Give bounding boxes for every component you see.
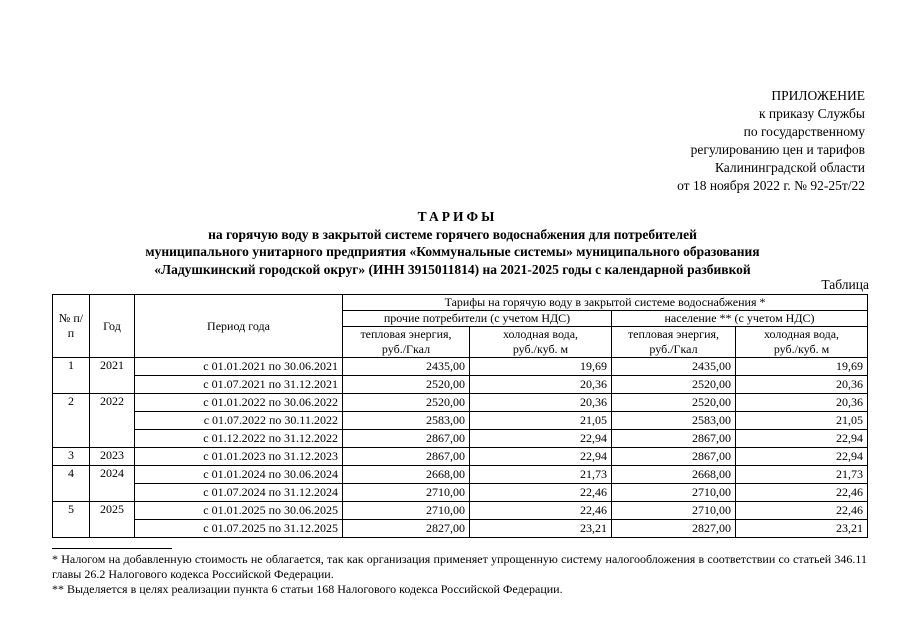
- cell-other-cold: 20,36: [470, 376, 612, 394]
- cell-other-cold: 23,21: [470, 520, 612, 538]
- cell-year: 2025: [90, 502, 135, 538]
- cell-num: 4: [53, 466, 90, 502]
- cell-other-heat: 2435,00: [343, 358, 470, 376]
- cell-year: 2024: [90, 466, 135, 502]
- table-row: [53, 484, 868, 502]
- cell-pop-cold: 20,36: [736, 394, 868, 412]
- footnote: * Налогом на добавленную стоимость не облагается, так как организация применяет упрощенную систему налогообложения в соответствии со статьей 346.11 главы 26.2 Налогового кодекса Российской Федерации.: [52, 552, 867, 581]
- cell-pop-heat: 2520,00: [612, 394, 736, 412]
- cell-pop-heat: 2867,00: [612, 448, 736, 466]
- cell-other-heat: 2867,00: [343, 448, 470, 466]
- cell-year: 2023: [90, 448, 135, 466]
- table-row: [53, 466, 868, 484]
- cell-num: 3: [53, 448, 90, 466]
- cell-other-cold: 22,94: [470, 448, 612, 466]
- cell-period: с 01.07.2022 по 30.11.2022: [135, 412, 343, 430]
- cell-period: с 01.07.2025 по 31.12.2025: [135, 520, 343, 538]
- table-row: [53, 358, 868, 376]
- header-group-other: прочие потребители (с учетом НДС): [343, 311, 612, 327]
- cell-pop-cold: 22,46: [736, 484, 868, 502]
- appendix-line: от 18 ноября 2022 г. № 92-25т/22: [677, 178, 865, 193]
- cell-pop-cold: 19,69: [736, 358, 868, 376]
- header-num: № п/п: [53, 295, 90, 358]
- cell-other-heat: 2710,00: [343, 502, 470, 520]
- cell-other-heat: 2710,00: [343, 484, 470, 502]
- cell-period: с 01.01.2022 по 30.06.2022: [135, 394, 343, 412]
- cell-pop-heat: 2520,00: [612, 376, 736, 394]
- cell-num: 1: [53, 358, 90, 394]
- cell-pop-cold: 22,94: [736, 430, 868, 448]
- cell-num: 2: [53, 394, 90, 448]
- cell-pop-heat: 2435,00: [612, 358, 736, 376]
- cell-other-cold: 21,05: [470, 412, 612, 430]
- cell-other-heat: 2520,00: [343, 394, 470, 412]
- cell-period: с 01.01.2025 по 30.06.2025: [135, 502, 343, 520]
- title-line: на горячую воду в закрытой системе горячего водоснабжения для потребителей: [208, 226, 697, 242]
- cell-period: с 01.01.2021 по 30.06.2021: [135, 358, 343, 376]
- cell-other-heat: 2867,00: [343, 430, 470, 448]
- document-title: [0, 208, 905, 278]
- cell-pop-heat: 2710,00: [612, 484, 736, 502]
- appendix-line: по государственному: [743, 124, 865, 139]
- header-other-cold: холодная вода, руб./куб. м: [470, 327, 612, 358]
- cell-other-cold: 20,36: [470, 394, 612, 412]
- cell-year: 2022: [90, 394, 135, 448]
- table-label: Таблица: [821, 277, 869, 292]
- table-row: [53, 448, 868, 466]
- cell-period: с 01.01.2024 по 30.06.2024: [135, 466, 343, 484]
- title-lines: [0, 226, 905, 279]
- cell-period: с 01.01.2023 по 31.12.2023: [135, 448, 343, 466]
- appendix-line: ПРИЛОЖЕНИЕ: [771, 88, 865, 103]
- cell-pop-cold: 21,73: [736, 466, 868, 484]
- cell-other-heat: 2520,00: [343, 376, 470, 394]
- table-row: [53, 394, 868, 412]
- header-other-heat: тепловая энергия, руб./Гкал: [343, 327, 470, 358]
- appendix-line: Калининградской области: [714, 160, 865, 175]
- cell-other-heat: 2583,00: [343, 412, 470, 430]
- footnote: ** Выделяется в целях реализации пункта 6 статьи 168 Налогового кодекса Российской Федерации.: [52, 582, 563, 596]
- header-year: Год: [90, 295, 135, 358]
- header-pop-cold: холодная вода, руб./куб. м: [736, 327, 868, 358]
- table-row: [53, 430, 868, 448]
- cell-num: 5: [53, 502, 90, 538]
- cell-pop-heat: 2827,00: [612, 520, 736, 538]
- tariffs-table: [52, 294, 868, 538]
- header-period: Период года: [135, 295, 343, 358]
- cell-pop-cold: 22,94: [736, 448, 868, 466]
- cell-period: с 01.07.2021 по 31.12.2021: [135, 376, 343, 394]
- cell-other-cold: 22,94: [470, 430, 612, 448]
- cell-pop-cold: 20,36: [736, 376, 868, 394]
- cell-period: с 01.12.2022 по 31.12.2022: [135, 430, 343, 448]
- cell-period: с 01.07.2024 по 31.12.2024: [135, 484, 343, 502]
- cell-other-heat: 2668,00: [343, 466, 470, 484]
- cell-pop-heat: 2583,00: [612, 412, 736, 430]
- cell-pop-cold: 22,46: [736, 502, 868, 520]
- cell-pop-heat: 2668,00: [612, 466, 736, 484]
- cell-other-cold: 21,73: [470, 466, 612, 484]
- cell-pop-cold: 23,21: [736, 520, 868, 538]
- header-pop-heat: тепловая энергия, руб./Гкал: [612, 327, 736, 358]
- cell-year: 2021: [90, 358, 135, 394]
- cell-other-cold: 22,46: [470, 484, 612, 502]
- header-tariffs: Тарифы на горячую воду в закрытой системе водоснабжения *: [343, 295, 868, 311]
- cell-other-cold: 19,69: [470, 358, 612, 376]
- header-group-population: население ** (с учетом НДС): [612, 311, 868, 327]
- footnote-divider: [52, 548, 172, 549]
- table-row: [53, 376, 868, 394]
- appendix-line: регулированию цен и тарифов: [690, 142, 865, 157]
- cell-pop-heat: 2867,00: [612, 430, 736, 448]
- cell-other-cold: 22,46: [470, 502, 612, 520]
- appendix-block: [560, 87, 865, 195]
- table-row: [53, 502, 868, 520]
- title-line: «Ладушкинский городской округ» (ИНН 3915011814) на 2021-2025 годы с календарной разбивкой: [154, 261, 751, 277]
- table-row: [53, 520, 868, 538]
- footnotes: [52, 552, 867, 597]
- title-main: ТАРИФЫ: [417, 209, 498, 224]
- cell-other-heat: 2827,00: [343, 520, 470, 538]
- cell-pop-cold: 21,05: [736, 412, 868, 430]
- cell-pop-heat: 2710,00: [612, 502, 736, 520]
- appendix-line: к приказу Службы: [758, 106, 865, 121]
- table-row: [53, 412, 868, 430]
- title-line: муниципального унитарного предприятия «Коммунальные системы» муниципального образования: [145, 244, 760, 259]
